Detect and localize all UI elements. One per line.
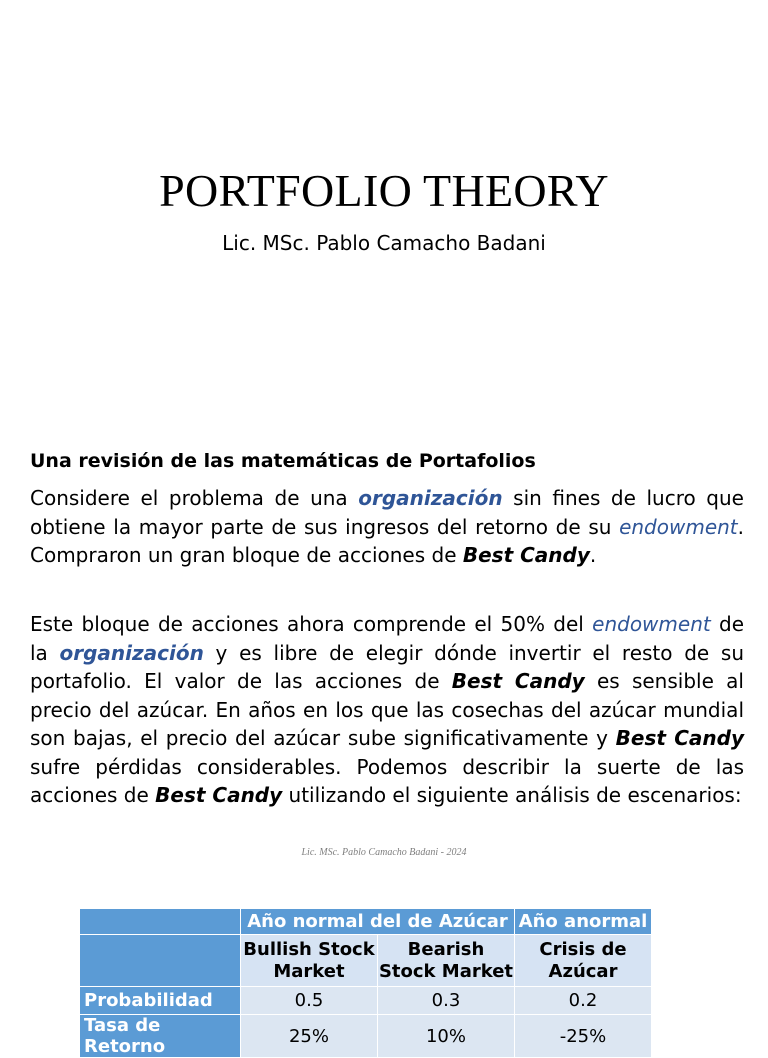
- scenario-table: [79, 908, 652, 1058]
- row-label: Tasa de Retorno: [80, 1015, 241, 1058]
- table-cell: 25%: [241, 1015, 378, 1058]
- slide-title: PORTFOLIO THEORY: [159, 165, 609, 216]
- endowment-term: endowment: [619, 514, 738, 539]
- paragraph-1: [30, 484, 744, 570]
- normal-year-header: Año normal del de Azúcar: [241, 909, 515, 935]
- table-row: [80, 987, 652, 1015]
- text: . Compraron un gran bloque de acciones de: [30, 514, 744, 567]
- table-cell: 0.2: [515, 987, 652, 1015]
- paragraph-2: [30, 610, 744, 810]
- text: sufre pérdidas considerables. Podemos describir la suerte de las acciones de: [30, 754, 744, 807]
- text: de la: [30, 612, 745, 665]
- row-label: Probabilidad: [80, 987, 241, 1015]
- bullish-column-header: Bullish Stock Market: [241, 935, 378, 987]
- organization-term: organización: [358, 486, 503, 510]
- table-corner-cell: [80, 909, 241, 935]
- table-cell: 0.5: [241, 987, 378, 1015]
- best-candy-term: Best Candy: [451, 669, 585, 693]
- bearish-column-header: Bearish Stock Market: [378, 935, 515, 987]
- table-cell: -25%: [515, 1015, 652, 1058]
- abnormal-year-header: Año anormal: [515, 909, 652, 935]
- best-candy-term: Best Candy: [462, 543, 590, 567]
- table-row: [80, 1015, 652, 1058]
- table-cell: 0.3: [378, 987, 515, 1015]
- organization-term: organización: [59, 640, 204, 665]
- text: .: [589, 543, 597, 567]
- footer-credit: Lic. MSc. Pablo Camacho Badani - 2024: [301, 847, 467, 858]
- best-candy-term: Best Candy: [155, 783, 283, 807]
- text: Este bloque de acciones ahora comprende el 50% del: [30, 612, 593, 636]
- endowment-term: endowment: [592, 612, 711, 636]
- slide-subtitle: Lic. MSc. Pablo Camacho Badani: [222, 231, 546, 255]
- text: y es libre de elegir dónde invertir el resto de su portafolio. El valor de las acciones de: [30, 640, 744, 693]
- table-cell: 10%: [378, 1015, 515, 1058]
- table-subheader-row: [80, 935, 652, 987]
- text: sin fines de lucro que obtiene la mayor parte de sus ingresos del retorno de su: [30, 486, 744, 539]
- text: es sensible al precio del azúcar. En años en los que las cosechas del azúcar mundial son bajas, el precio del azúcar sube significativamente y: [30, 669, 744, 750]
- table-header-row: [80, 909, 652, 935]
- text: Considere el problema de una: [30, 486, 359, 510]
- section-heading: Una revisión de las matemáticas de Portafolios: [30, 450, 536, 472]
- crisis-column-header: Crisis de Azúcar: [515, 935, 652, 987]
- table-corner-cell: [80, 935, 241, 987]
- best-candy-term: Best Candy: [615, 726, 744, 750]
- text: utilizando el siguiente análisis de escenarios:: [282, 783, 742, 807]
